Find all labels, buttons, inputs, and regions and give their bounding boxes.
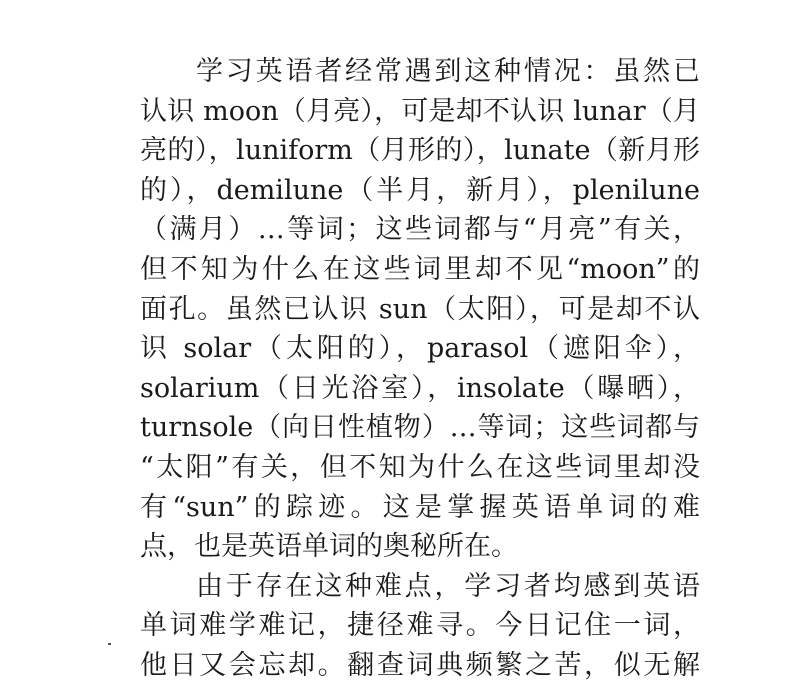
text-line: 有“sun”的踪迹。这是掌握英语单词的难 xyxy=(140,491,700,523)
text-line: （满月）…等词；这些词都与“月亮”有关， xyxy=(140,214,700,246)
scan-speck xyxy=(108,643,111,645)
text-line: 识 solar（太阳的），parasol（遮阳伞）， xyxy=(140,333,700,365)
text-line: 面孔。虽然已认识 sun（太阳），可是却不认 xyxy=(140,293,700,325)
text-line: 的），demilune（半月，新月），plenilune xyxy=(140,174,700,206)
text-line: 由于存在这种难点，学习者均感到英语 xyxy=(196,570,700,602)
text-line: 他日又会忘却。翻查词典频繁之苦，似无解 xyxy=(140,649,700,681)
text-line: 学习英语者经常遇到这种情况：虽然已 xyxy=(196,56,700,87)
body-text xyxy=(140,52,700,686)
text-line: solarium（日光浴室），insolate（曝晒）， xyxy=(140,372,700,404)
text-line: 认识 moon（月亮），可是却不认识 lunar（月 xyxy=(140,95,700,127)
text-line: 亮的），luniform（月形的），lunate（新月形 xyxy=(140,135,700,167)
text-line: turnsole（向日性植物）…等词；这些词都与 xyxy=(140,412,700,444)
text-line: 单词难学难记，捷径难寻。今日记住一词， xyxy=(140,610,700,642)
text-line: “太阳”有关，但不知为什么在这些词里却没 xyxy=(140,451,700,483)
text-line: 点，也是英语单词的奥秘所在。 xyxy=(140,531,518,563)
text-line: 但不知为什么在这些词里却不见“moon”的 xyxy=(140,253,700,285)
